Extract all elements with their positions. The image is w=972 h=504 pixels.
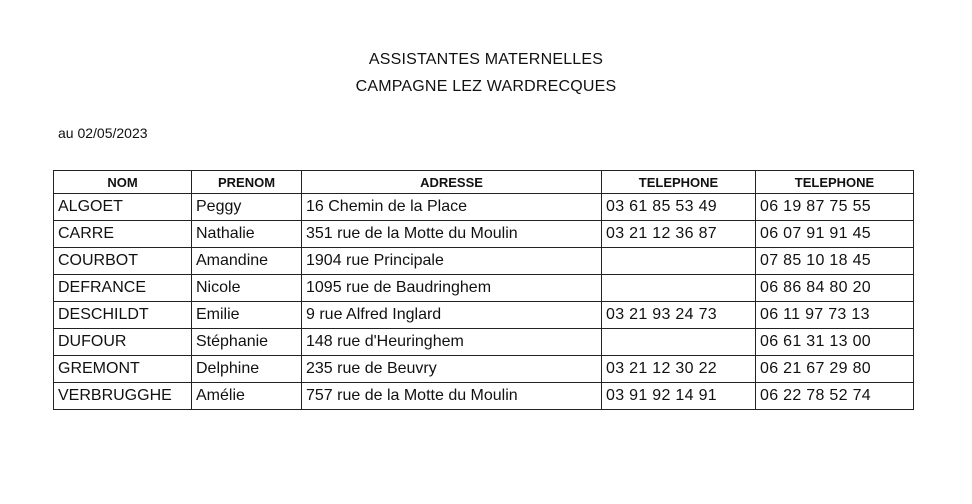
cell-telephone-1: 03 21 12 36 87 xyxy=(602,221,756,248)
column-header-nom: NOM xyxy=(54,171,192,194)
cell-telephone-2: 06 61 31 13 00 xyxy=(756,329,914,356)
document-date: au 02/05/2023 xyxy=(58,125,148,141)
table-row xyxy=(54,302,914,329)
cell-telephone-1: 03 21 12 30 22 xyxy=(602,356,756,383)
table-row xyxy=(54,194,914,221)
cell-adresse: 757 rue de la Motte du Moulin xyxy=(302,383,602,410)
cell-nom: DUFOUR xyxy=(54,329,192,356)
cell-telephone-2: 06 22 78 52 74 xyxy=(756,383,914,410)
childminders-table xyxy=(53,170,914,410)
cell-adresse: 148 rue d'Heuringhem xyxy=(302,329,602,356)
cell-telephone-1 xyxy=(602,248,756,275)
cell-telephone-2: 07 85 10 18 45 xyxy=(756,248,914,275)
column-header-adresse: ADRESSE xyxy=(302,171,602,194)
cell-nom: DESCHILDT xyxy=(54,302,192,329)
cell-nom: COURBOT xyxy=(54,248,192,275)
table-row xyxy=(54,356,914,383)
cell-prenom: Nicole xyxy=(192,275,302,302)
table-row xyxy=(54,221,914,248)
cell-adresse: 1095 rue de Baudringhem xyxy=(302,275,602,302)
table-row xyxy=(54,329,914,356)
cell-prenom: Nathalie xyxy=(192,221,302,248)
cell-adresse: 351 rue de la Motte du Moulin xyxy=(302,221,602,248)
cell-telephone-2: 06 19 87 75 55 xyxy=(756,194,914,221)
column-header-telephone-fixe: TELEPHONE xyxy=(602,171,756,194)
cell-prenom: Peggy xyxy=(192,194,302,221)
cell-prenom: Amandine xyxy=(192,248,302,275)
cell-adresse: 235 rue de Beuvry xyxy=(302,356,602,383)
cell-prenom: Amélie xyxy=(192,383,302,410)
table-row xyxy=(54,383,914,410)
cell-nom: DEFRANCE xyxy=(54,275,192,302)
cell-nom: ALGOET xyxy=(54,194,192,221)
cell-nom: GREMONT xyxy=(54,356,192,383)
cell-adresse: 16 Chemin de la Place xyxy=(302,194,602,221)
cell-telephone-1 xyxy=(602,275,756,302)
table-row xyxy=(54,275,914,302)
cell-prenom: Emilie xyxy=(192,302,302,329)
cell-prenom: Stéphanie xyxy=(192,329,302,356)
cell-nom: CARRE xyxy=(54,221,192,248)
cell-telephone-2: 06 11 97 73 13 xyxy=(756,302,914,329)
cell-telephone-1: 03 61 85 53 49 xyxy=(602,194,756,221)
document-title: ASSISTANTES MATERNELLES xyxy=(368,51,604,68)
cell-prenom: Delphine xyxy=(192,356,302,383)
table-row xyxy=(54,248,914,275)
column-header-prenom: PRENOM xyxy=(192,171,302,194)
cell-nom: VERBRUGGHE xyxy=(54,383,192,410)
cell-adresse: 9 rue Alfred Inglard xyxy=(302,302,602,329)
cell-telephone-2: 06 07 91 91 45 xyxy=(756,221,914,248)
cell-telephone-1: 03 21 93 24 73 xyxy=(602,302,756,329)
cell-adresse: 1904 rue Principale xyxy=(302,248,602,275)
cell-telephone-1: 03 91 92 14 91 xyxy=(602,383,756,410)
document-subtitle: CAMPAGNE LEZ WARDRECQUES xyxy=(355,78,617,95)
column-header-telephone-mobile: TELEPHONE xyxy=(756,171,914,194)
cell-telephone-2: 06 86 84 80 20 xyxy=(756,275,914,302)
table-header-row xyxy=(54,171,914,194)
cell-telephone-1 xyxy=(602,329,756,356)
cell-telephone-2: 06 21 67 29 80 xyxy=(756,356,914,383)
